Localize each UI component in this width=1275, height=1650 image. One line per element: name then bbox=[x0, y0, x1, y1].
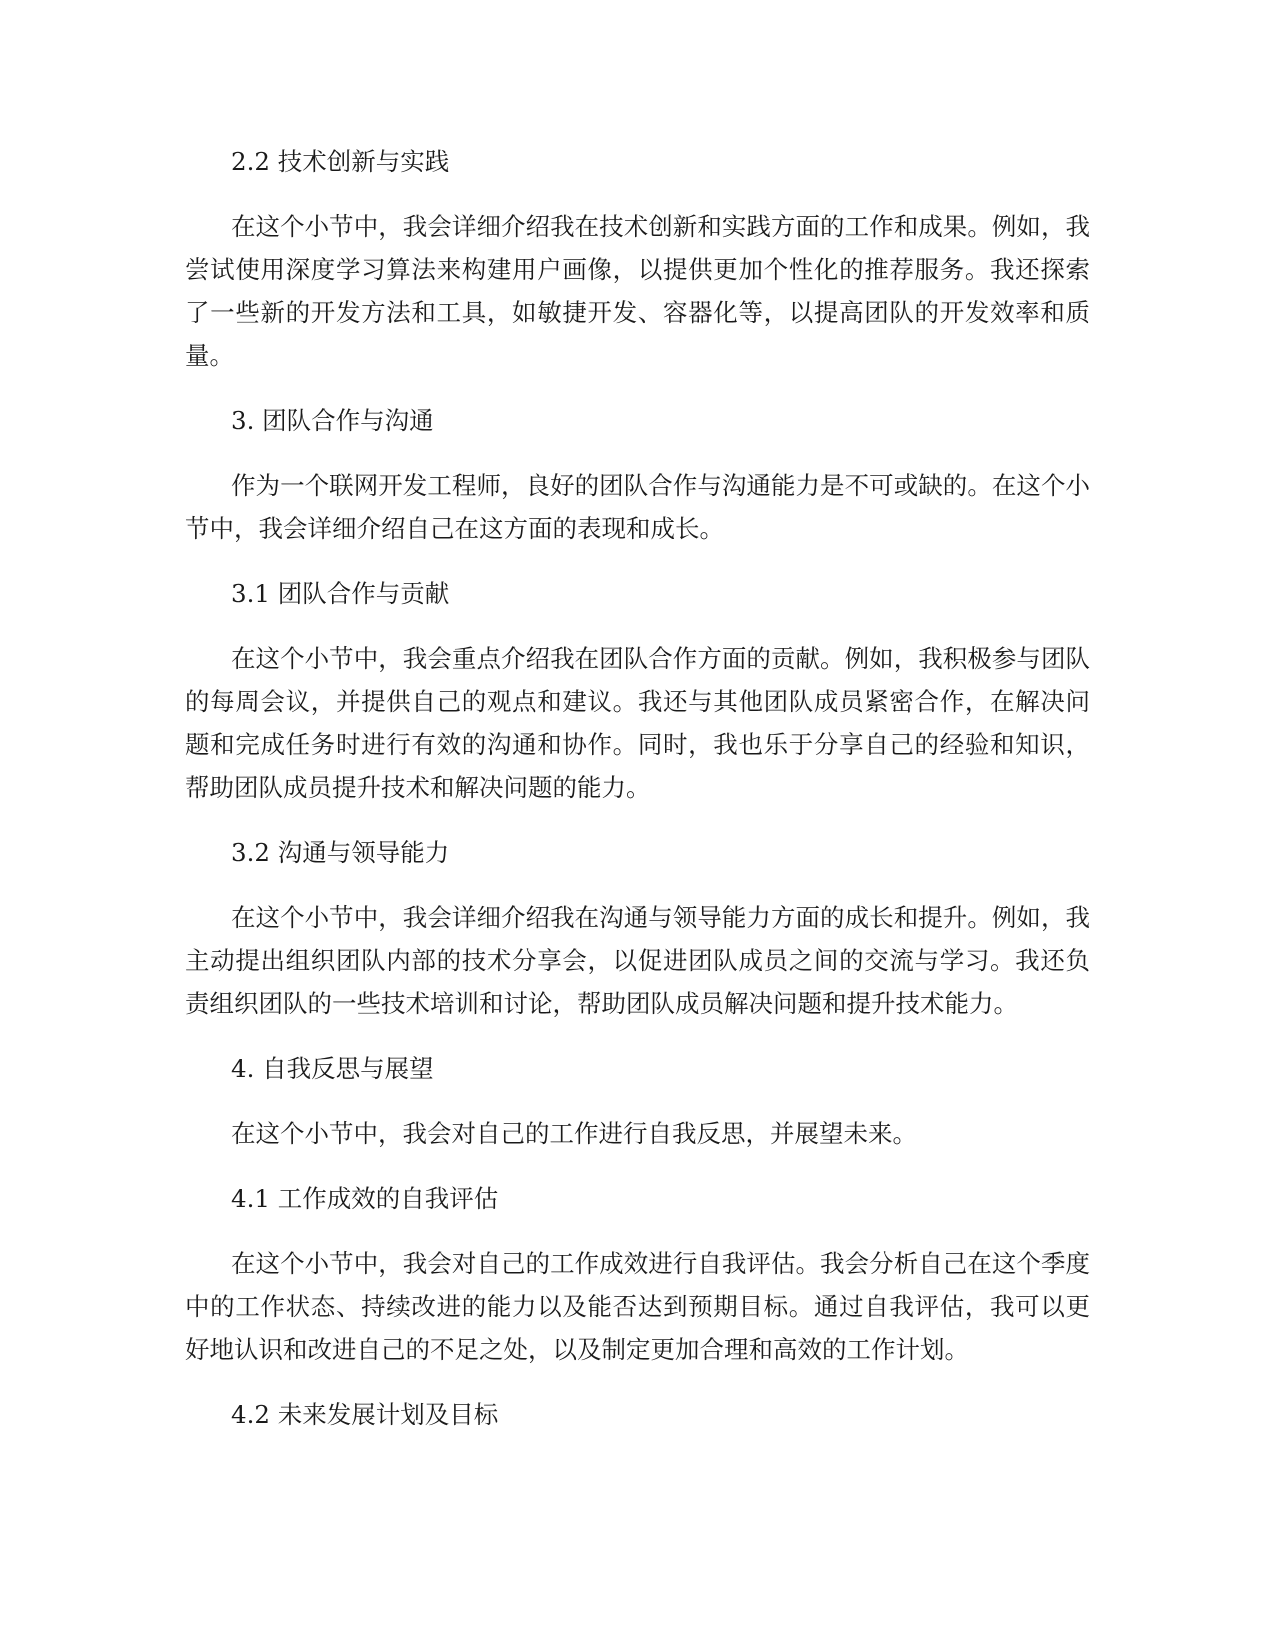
section-heading-4: 4. 自我反思与展望 bbox=[231, 1054, 434, 1083]
section-heading-4-1: 4.1 工作成效的自我评估 bbox=[231, 1184, 499, 1213]
paragraph-team-contribution: 在这个小节中，我会重点介绍我在团队合作方面的贡献。例如，我积极参与团队的每周会议，并提供自己的观点和建议。我还与其他团队成员紧密合作，在解决问题和完成任务时进行有效的沟通和协作。同时，我也乐于分享自己的经验和知识，帮助团队成员提升技术和解决问题的能力。 bbox=[185, 644, 1090, 802]
paragraph-tech-innovation: 在这个小节中，我会详细介绍我在技术创新和实践方面的工作和成果。例如，我尝试使用深度学习算法来构建用户画像，以提供更加个性化的推荐服务。我还探索了一些新的开发方法和工具，如敏捷开发、容器化等，以提高团队的开发效率和质量。 bbox=[185, 212, 1090, 370]
section-heading-2-2: 2.2 技术创新与实践 bbox=[231, 147, 450, 176]
section-heading-3: 3. 团队合作与沟通 bbox=[231, 406, 434, 435]
section-heading-3-1: 3.1 团队合作与贡献 bbox=[231, 579, 450, 608]
section-heading-3-2: 3.2 沟通与领导能力 bbox=[231, 838, 450, 867]
paragraph-communication-leadership: 在这个小节中，我会详细介绍我在沟通与领导能力方面的成长和提升。例如，我主动提出组织团队内部的技术分享会，以促进团队成员之间的交流与学习。我还负责组织团队的一些技术培训和讨论，帮助团队成员解决问题和提升技术能力。 bbox=[185, 903, 1090, 1018]
paragraph-teamwork-intro: 作为一个联网开发工程师，良好的团队合作与沟通能力是不可或缺的。在这个小节中，我会详细介绍自己在这方面的表现和成长。 bbox=[185, 471, 1090, 543]
paragraph-reflection-intro: 在这个小节中，我会对自己的工作进行自我反思，并展望未来。 bbox=[231, 1119, 917, 1148]
section-heading-4-2: 4.2 未来发展计划及目标 bbox=[231, 1400, 499, 1429]
document-body bbox=[185, 140, 1090, 1458]
paragraph-self-assessment: 在这个小节中，我会对自己的工作成效进行自我评估。我会分析自己在这个季度中的工作状态、持续改进的能力以及能否达到预期目标。通过自我评估，我可以更好地认识和改进自己的不足之处，以及制定更加合理和高效的工作计划。 bbox=[185, 1249, 1090, 1364]
